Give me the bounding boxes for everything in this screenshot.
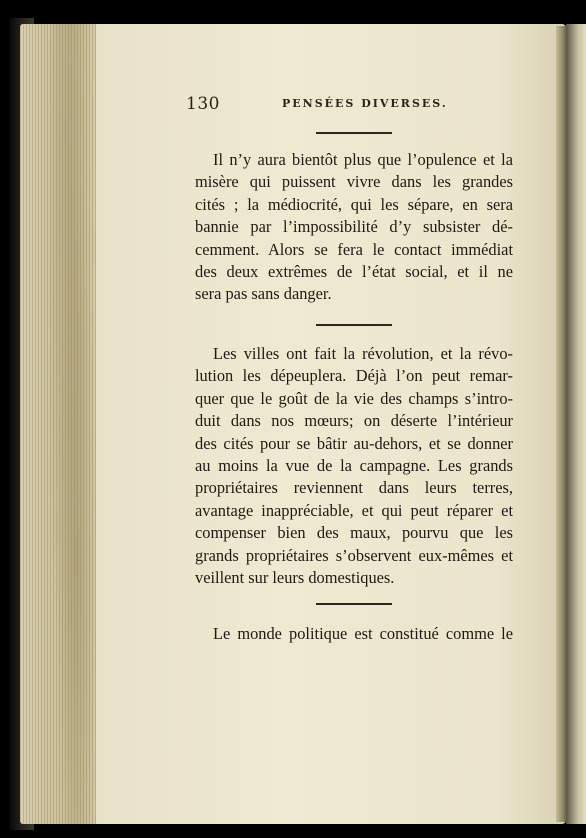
text-line: cités ; la médiocrité, qui les sépare, en sera xyxy=(195,194,513,214)
text-line: avantage inappréciable, et qui peut réparer et xyxy=(195,500,513,520)
text-line: propriétaires reviennent dans leurs terres, xyxy=(195,478,513,498)
paragraph-2 xyxy=(195,343,513,589)
text-line: cemment. Alors se fera le contact immédiat xyxy=(195,239,513,259)
text-line: compenser bien des maux, pourvu que les xyxy=(195,523,513,543)
section-rule xyxy=(316,603,392,605)
next-page-edge xyxy=(566,24,586,824)
text-line: des deux extrêmes de l’état social, et il ne xyxy=(195,261,513,281)
text-line: Le monde politique est constitué comme le xyxy=(213,624,513,643)
text-line: des cités pour se bâtir au-dehors, et se donner xyxy=(195,433,513,453)
text-line: quer que le goût de la vie des champs s’intro- xyxy=(195,388,513,408)
page-number: 130 xyxy=(186,94,220,114)
text-line: veillent sur leurs domestiques. xyxy=(195,567,395,587)
text-line: lution les dépeuplera. Déjà l’on peut remar- xyxy=(195,366,513,386)
text-line: Il n’y aura bientôt plus que l’opulence et la xyxy=(213,150,513,169)
text-line: misère qui puissent vivre dans les grandes xyxy=(195,172,513,192)
page-header xyxy=(186,94,526,114)
text-line: bannie par l’impossibilité d’y subsister dé- xyxy=(195,217,513,237)
running-title: PENSÉES DIVERSES. xyxy=(282,97,448,110)
section-rule xyxy=(316,324,392,326)
paragraph-1 xyxy=(195,149,513,306)
text-line: sera pas sans danger. xyxy=(195,284,332,304)
text-line: Les villes ont fait la révolution, et la révo- xyxy=(213,344,513,363)
text-line: au moins la vue de la campagne. Les grands xyxy=(195,455,513,475)
text-line: grands propriétaires s’observent eux-mêmes et xyxy=(195,545,513,565)
page-fore-edge xyxy=(20,24,100,824)
text-line: duit dans nos mœurs; on déserte l’intérieur xyxy=(195,411,513,431)
section-rule xyxy=(316,132,392,134)
paragraph-3 xyxy=(195,623,513,645)
